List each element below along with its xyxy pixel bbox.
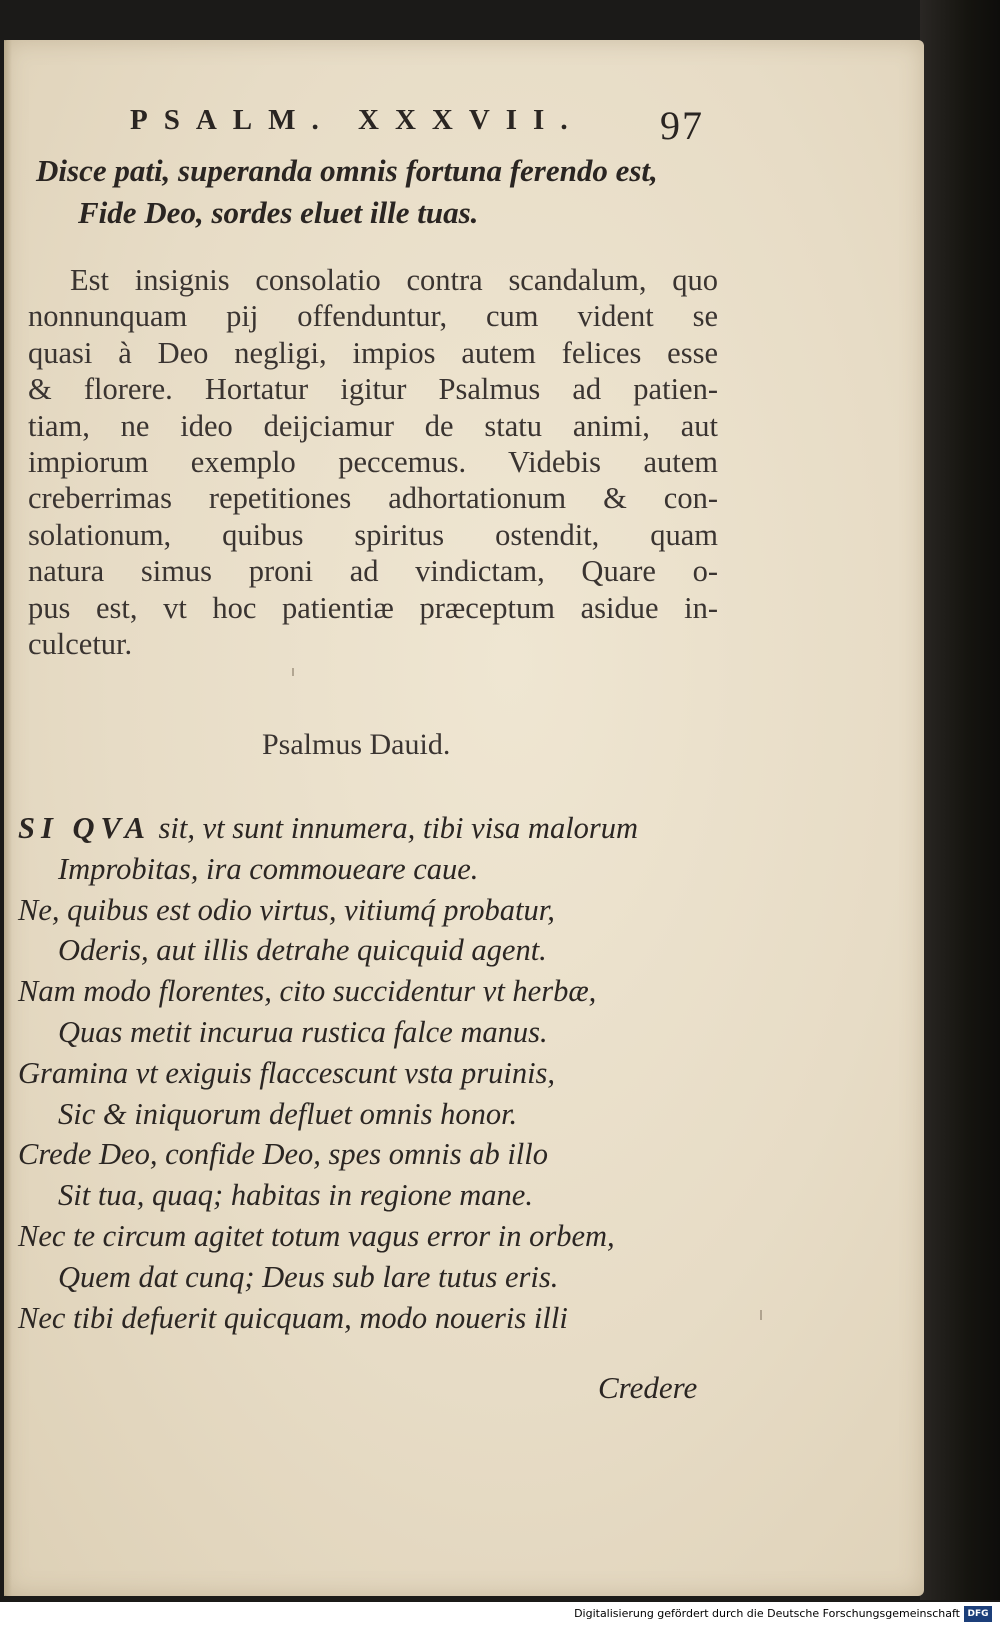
verse-line: Ne, quibus est odio virtus, vitiumq́ probatur, xyxy=(18,892,555,927)
verse-line: Quas metit incurua rustica falce manus. xyxy=(58,1014,548,1049)
verse-line: Sic & iniquorum defluet omnis honor. xyxy=(58,1096,518,1131)
background-dark-right xyxy=(920,0,1000,1600)
psalm-verse xyxy=(18,808,718,1338)
verse-line: Oderis, aut illis detrahe quicquid agent. xyxy=(58,933,547,968)
prose-line: pus est, vt hoc patientiæ præceptum asidue in- xyxy=(28,590,718,625)
prose-line: culcetur. xyxy=(28,627,133,662)
epigraph xyxy=(36,150,716,234)
verse-line: Crede Deo, confide Deo, spes omnis ab illo xyxy=(18,1137,548,1172)
verse-line: Quem dat cunq; Deus sub lare tutus eris. xyxy=(58,1259,559,1294)
psalm-title: Psalmus Dauid. xyxy=(262,728,451,761)
running-head: PSALM. XXXVII. xyxy=(130,104,584,136)
prose-line: quasi à Deo negligi, impios autem felices esse xyxy=(28,335,718,370)
verse-line-text: sit, vt sunt innumera, tibi visa malorum xyxy=(150,811,639,845)
catchword: Credere xyxy=(598,1370,698,1405)
verse-line: Nec tibi defuerit quicquam, modo noueris illi xyxy=(18,1300,568,1335)
epigraph-line: Fide Deo, sordes eluet ille tuas. xyxy=(78,195,479,230)
verse-line: Nec te circum agitet totum vagus error in orbem, xyxy=(18,1218,615,1253)
prose-line: solationum, quibus spiritus ostendit, quam xyxy=(28,517,718,552)
verse-line xyxy=(18,808,718,849)
prose-line: tiam, ne ideo deijciamur de statu animi, aut xyxy=(28,408,718,443)
ink-speck xyxy=(292,668,294,676)
page-header xyxy=(130,103,750,148)
verse-line: Improbitas, ira commoueare caue. xyxy=(58,851,479,886)
prose-line: & florere. Hortatur igitur Psalmus ad patien- xyxy=(28,372,718,407)
footer-bar xyxy=(0,1602,1000,1629)
ink-speck xyxy=(760,1310,762,1320)
verse-line: Nam modo florentes, cito succidentur vt herbæ, xyxy=(18,974,597,1009)
page-edge-shadow xyxy=(4,40,12,1596)
commentary-paragraph xyxy=(28,262,718,662)
epigraph-line: Disce pati, superanda omnis fortuna ferendo est, xyxy=(36,153,658,188)
prose-line: nonnunquam pij offenduntur, cum vident se xyxy=(28,299,718,334)
digitization-credit: Digitalisierung gefördert durch die Deutsche Forschungsgemeinschaft xyxy=(574,1607,960,1620)
verse-line: Sit tua, quaq; habitas in regione mane. xyxy=(58,1178,533,1213)
verse-opening-words: SI QVA xyxy=(18,811,151,845)
prose-line: Est insignis consolatio contra scandalum, quo xyxy=(70,263,718,297)
prose-line: creberrimas repetitiones adhortationum & con- xyxy=(28,481,718,516)
dfg-logo: DFG xyxy=(964,1606,992,1622)
page-number: 97 xyxy=(660,103,704,148)
verse-line: Gramina vt exiguis flaccescunt vsta pruinis, xyxy=(18,1055,556,1090)
prose-line: natura simus proni ad vindictam, Quare o- xyxy=(28,554,718,589)
prose-line: impiorum exemplo peccemus. Videbis autem xyxy=(28,445,718,480)
